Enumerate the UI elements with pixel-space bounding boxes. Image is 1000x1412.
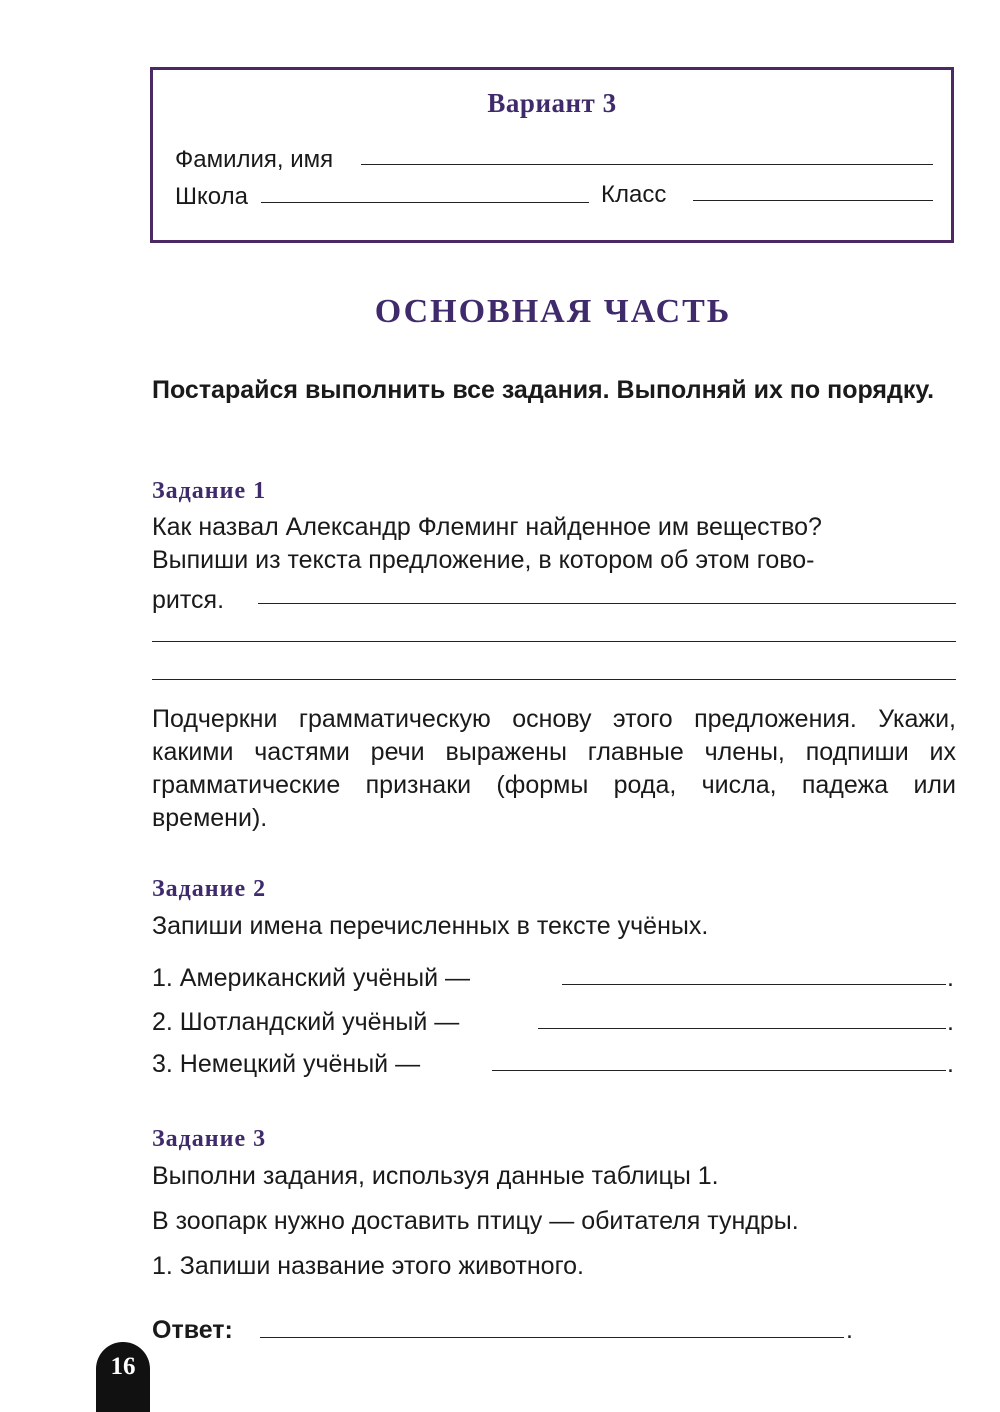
surname-field[interactable] bbox=[361, 164, 933, 165]
task-2-item-2: 2. Шотландский учёный — bbox=[152, 1008, 460, 1036]
class-field[interactable] bbox=[693, 200, 933, 201]
task-1-followup: Подчеркни грамматическую основу этого предложения. Укажи, какими частями речи выражены главные члены, подпиши их грамматические признаки (формы рода, числа, падежа или времени). bbox=[152, 705, 956, 832]
task-3-line-3: 1. Запиши название этого животного. bbox=[152, 1252, 585, 1280]
task-1-question-line-3: рится. bbox=[152, 586, 225, 614]
task-1-title: Задание 1 bbox=[152, 478, 267, 504]
variant-title: Вариант 3 bbox=[487, 88, 617, 118]
answer-label: Ответ: bbox=[152, 1316, 233, 1344]
task-1-question-line-2: Выпиши из текста предложение, в котором об этом гово- bbox=[152, 546, 815, 574]
page-number: 16 bbox=[96, 1342, 150, 1412]
task-1-answer-line-3[interactable] bbox=[152, 679, 956, 680]
task-3-title: Задание 3 bbox=[152, 1126, 267, 1152]
school-label: Школа bbox=[175, 183, 248, 210]
student-info-box bbox=[150, 67, 954, 243]
instruction: Постарайся выполнить все задания. Выполняй их по порядку. bbox=[152, 376, 935, 404]
task-2-answer-1[interactable] bbox=[562, 984, 946, 985]
answer-line[interactable] bbox=[260, 1337, 844, 1338]
answer-period: . bbox=[846, 1316, 853, 1344]
class-label: Класс bbox=[601, 181, 667, 208]
task-3-line-1: Выполни задания, используя данные таблицы 1. bbox=[152, 1162, 719, 1190]
task-2-answer-2[interactable] bbox=[538, 1028, 946, 1029]
task-2-item-2-period: . bbox=[947, 1008, 954, 1036]
task-2-answer-3[interactable] bbox=[492, 1070, 946, 1071]
surname-label: Фамилия, имя bbox=[175, 146, 334, 173]
section-title: ОСНОВНАЯ ЧАСТЬ bbox=[374, 293, 732, 330]
task-3-line-2: В зоопарк нужно доставить птицу — обитателя тундры. bbox=[152, 1207, 799, 1235]
task-1-question-line-1: Как назвал Александр Флеминг найденное им вещество? bbox=[152, 513, 822, 541]
task-2-item-3-period: . bbox=[947, 1050, 954, 1078]
task-2-item-1-period: . bbox=[947, 964, 954, 992]
task-2-title: Задание 2 bbox=[152, 876, 267, 902]
task-1-answer-line-1[interactable] bbox=[258, 603, 956, 604]
task-2-prompt: Запиши имена перечисленных в тексте учёных. bbox=[152, 912, 709, 940]
task-2-item-3: 3. Немецкий учёный — bbox=[152, 1050, 421, 1078]
task-1-answer-line-2[interactable] bbox=[152, 641, 956, 642]
task-2-item-1: 1. Американский учёный — bbox=[152, 964, 471, 992]
school-field[interactable] bbox=[261, 202, 589, 203]
